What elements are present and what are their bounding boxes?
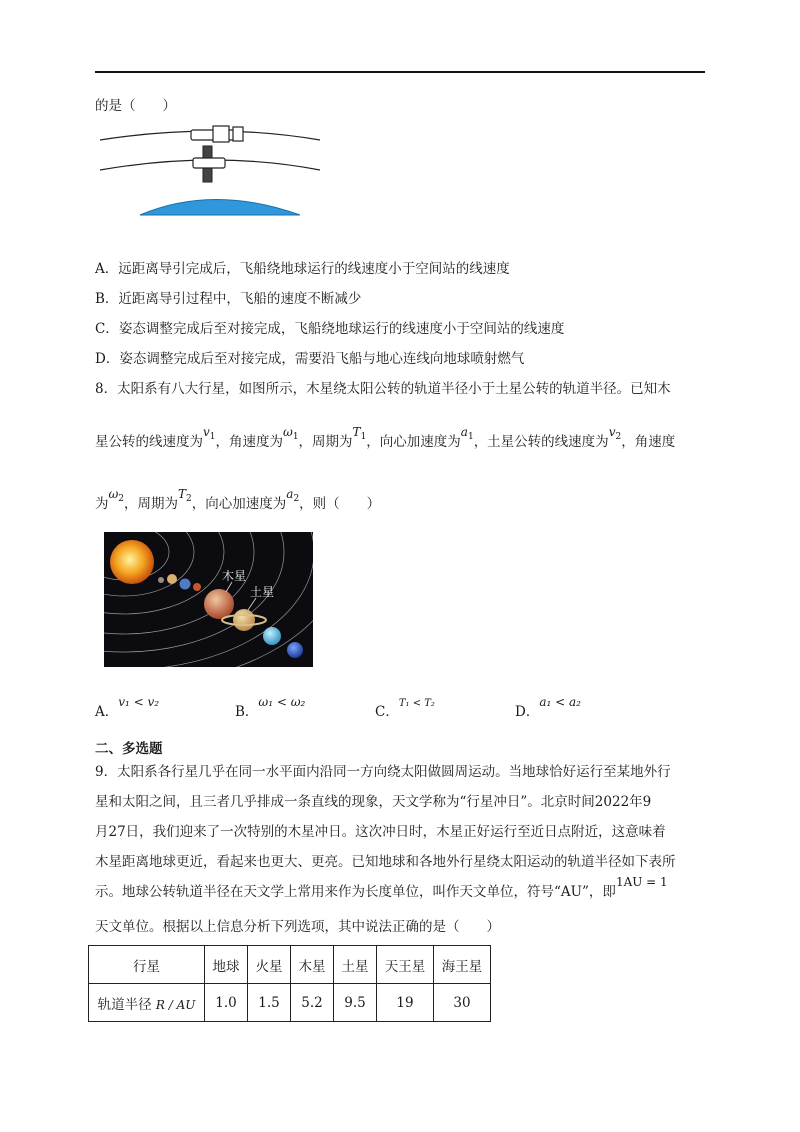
orbit-radius-table xyxy=(88,945,491,1022)
q7-option-a: A．远距离导引完成后，飞船绕地球运行的线速度小于空间站的线速度 xyxy=(95,261,510,277)
q9-line4: 木星距离地球更近，看起来也更大、更亮。已知地球和各地外行星绕太阳运动的轨道半径如下表所 xyxy=(95,854,676,870)
header-rule xyxy=(95,71,705,73)
q8-line1: 8．太阳系有八大行星，如图所示，木星绕太阳公转的轨道半径小于土星公转的轨道半径。已知木 xyxy=(95,381,671,397)
table-cell: 5.2 xyxy=(291,984,334,1022)
spacecraft-icon xyxy=(193,146,225,182)
v1-symbol: $v_1$ xyxy=(203,425,216,442)
space-station-icon xyxy=(191,126,243,142)
q9-line5: 示。地球公转轨道半径在天文学上常用来作为长度单位，叫作天文单位，符号“AU”，即1AU = 1 xyxy=(95,875,668,900)
table-header-row xyxy=(89,946,491,984)
docking-orbit-figure xyxy=(95,118,335,218)
table-header-cell: 地球 xyxy=(205,946,248,984)
table-cell: 1.0 xyxy=(205,984,248,1022)
t2-symbol: $T_2$ xyxy=(178,487,192,504)
saturn-pointer xyxy=(248,598,256,610)
saturn-label: 土星 xyxy=(250,585,275,599)
table-header-cell: 天王星 xyxy=(377,946,434,984)
uranus-icon xyxy=(263,627,281,645)
table-header-cell: 行星 xyxy=(89,946,205,984)
venus-icon xyxy=(167,574,177,584)
q9-line6: 天文单位。根据以上信息分析下列选项，其中说法正确的是（ ） xyxy=(95,919,500,935)
table-header-cell: 海王星 xyxy=(434,946,491,984)
table-cell: 19 xyxy=(377,984,434,1022)
jupiter-pointer xyxy=(226,582,232,592)
jupiter-label: 木星 xyxy=(222,569,247,583)
solar-system-figure xyxy=(104,532,313,667)
a2-symbol: $a_2$ xyxy=(286,487,300,504)
earth-icon xyxy=(180,579,191,590)
earth-shape xyxy=(140,200,300,216)
q7-option-d: D．姿态调整完成后至对接完成，需要沿飞船与地心连线向地球喷射燃气 xyxy=(95,351,525,367)
omega1-symbol: $\omega_1$ xyxy=(283,425,299,442)
v2-symbol: $v_2$ xyxy=(608,425,622,442)
sun-icon xyxy=(110,540,154,584)
section-title: 二、多选题 xyxy=(95,741,163,757)
table-cell: 30 xyxy=(434,984,491,1022)
q8-line3: 为$\omega_2$，周期为$T_2$，向心加速度为$a_2$，则（ ） xyxy=(95,487,381,512)
table-header-cell: 木星 xyxy=(291,946,334,984)
neptune-icon xyxy=(287,642,303,658)
q8-option-a: A．v₁ < v₂ xyxy=(95,695,160,720)
q7-option-c: C．姿态调整完成后至对接完成，飞船绕地球运行的线速度小于空间站的线速度 xyxy=(95,321,565,337)
mars-icon xyxy=(193,583,201,591)
q8-option-d: D．a₁ < a₂ xyxy=(515,695,581,720)
q8-option-b: B．ω₁ < ω₂ xyxy=(235,695,306,720)
a1-symbol: $a_1$ xyxy=(460,425,474,442)
q8-line2: 星公转的线速度为$v_1$，角速度为$\omega_1$，周期为$T_1$，向心加速度为$a_1$，土星公转的线速度为$v_2$，角速度 xyxy=(95,425,676,450)
t1-symbol: $T_1$ xyxy=(352,425,367,442)
q9-line2: 星和太阳之间，且三者几乎排成一条直线的现象，天文学称为“行星冲日”。北京时间2022年9 xyxy=(95,794,652,810)
mercury-icon xyxy=(158,577,164,583)
omega2-symbol: $\omega_2$ xyxy=(108,487,125,504)
table-cell: 1.5 xyxy=(248,984,291,1022)
q7-tail: 的是（ ） xyxy=(95,98,176,114)
q8-option-c: C．$^{T_1 < T_2}$ xyxy=(375,698,435,720)
q7-option-b: B．近距离导引过程中，飞船的速度不断减少 xyxy=(95,291,362,307)
q9-line3: 月27日，我们迎来了一次特别的木星冲日。这次冲日时，木星正好运行至近日点附近，这意味着 xyxy=(95,824,666,840)
table-header-cell: 土星 xyxy=(334,946,377,984)
jupiter-icon xyxy=(204,589,234,619)
table-row xyxy=(89,984,491,1022)
table-header-cell: 火星 xyxy=(248,946,291,984)
au-expression: 1AU = 1 xyxy=(615,875,668,889)
q9-line1: 9．太阳系各行星几乎在同一水平面内沿同一方向绕太阳做圆周运动。当地球恰好运行至某地外行 xyxy=(95,764,671,780)
table-row-label: 轨道半径 R / AU xyxy=(89,984,205,1022)
table-cell: 9.5 xyxy=(334,984,377,1022)
